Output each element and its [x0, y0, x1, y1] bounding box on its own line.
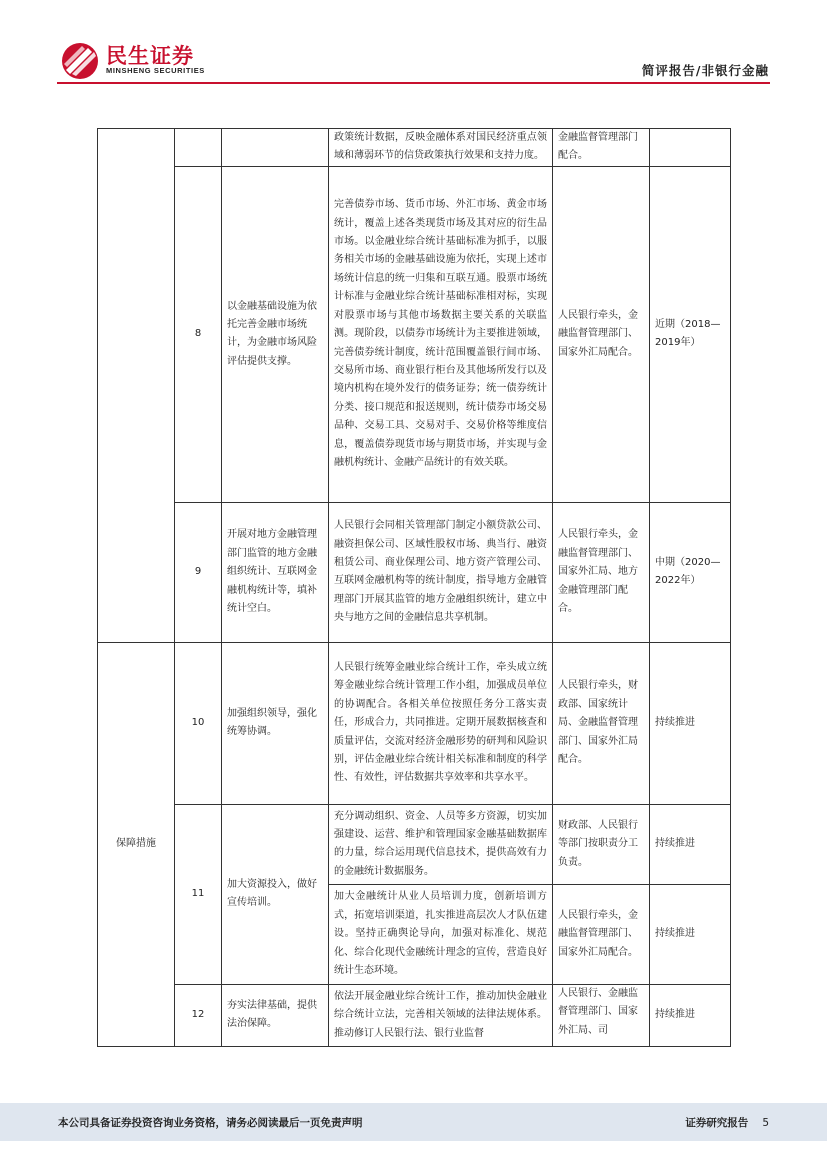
responsibility-cell: 金融监督管理部门配合。 — [553, 129, 650, 167]
table-row — [98, 166, 731, 502]
number-cell: 10 — [175, 642, 222, 804]
task-cell — [222, 129, 329, 167]
minsheng-logo-icon — [58, 40, 104, 80]
description-cell: 充分调动组织、资金、人员等多方资源，切实加强建设、运营、维护和管理国家金融基础数据库的力量，综合运用现代信息技术，提供高效有力的金融统计数据服务。 — [329, 804, 553, 884]
description-cell: 依法开展金融业综合统计工作，推动加快金融业综合统计立法，完善相关领域的法律法规体系。推动修订人民银行法、银行业监督 — [329, 984, 553, 1046]
task-cell: 加强组织领导，强化统筹协调。 — [222, 642, 329, 804]
description-cell: 人民银行会同相关管理部门制定小额贷款公司、融资担保公司、区域性股权市场、典当行、融资租赁公司、商业保理公司、地方资产管理公司、互联网金融机构等的统计制度，指导地方金融管理部门开展其监管的地方金融组织统计，建立中央与地方之间的金融信息共享机制。 — [329, 502, 553, 642]
page-header — [0, 0, 827, 85]
description-cell: 人民银行统筹金融业综合统计工作，牵头成立统筹金融业综合统计管理工作小组，加强成员单位的协调配合。各相关单位按照任务分工落实责任，形成合力，共同推进。定期开展数据核查和质量评估，交流对经济金融形势的研判和风险识别，评估金融业综合统计相关标准和制度的科学性、有效性，评估数据共享效率和共享水平。 — [329, 642, 553, 804]
category-cell — [98, 502, 175, 642]
table-row — [98, 502, 731, 642]
responsibility-cell: 人民银行牵头，金融监督管理部门、国家外汇局、地方金融管理部门配合。 — [553, 502, 650, 642]
responsibility-cell: 人民银行牵头，金融监督管理部门、国家外汇局配合。 — [553, 166, 650, 502]
table-row — [98, 804, 731, 884]
policy-table — [97, 128, 731, 1047]
number-cell: 8 — [175, 166, 222, 502]
responsibility-cell: 人民银行牵头，金融监督管理部门、国家外汇局配合。 — [553, 884, 650, 984]
timeline-cell: 持续推进 — [650, 804, 731, 884]
responsibility-cell: 人民银行、金融监督管理部门、国家外汇局、司 — [553, 984, 650, 1046]
timeline-cell: 中期（2020—2022年） — [650, 502, 731, 642]
header-divider — [57, 82, 770, 84]
timeline-cell: 近期（2018—2019年） — [650, 166, 731, 502]
timeline-cell: 持续推进 — [650, 642, 731, 804]
timeline-cell: 持续推进 — [650, 984, 731, 1046]
table-row — [98, 642, 731, 804]
footer-label: 证券研究报告 — [685, 1117, 749, 1129]
page-number: 5 — [762, 1117, 769, 1129]
description-cell: 政策统计数据，反映金融体系对国民经济重点领域和薄弱环节的信贷政策执行效果和支持力度。 — [329, 129, 553, 167]
category-cell-guarantee: 保障措施 — [98, 642, 175, 1046]
task-cell: 夯实法律基础，提供法治保障。 — [222, 984, 329, 1046]
category-cell — [98, 166, 175, 502]
task-cell: 以金融基础设施为依托完善金融市场统计，为金融市场风险评估提供支撑。 — [222, 166, 329, 502]
footer-label-group — [685, 1115, 769, 1130]
report-type: 简评报告/非银行金融 — [641, 63, 769, 78]
number-cell: 12 — [175, 984, 222, 1046]
category-cell — [98, 129, 175, 167]
page-footer — [0, 1103, 827, 1141]
timeline-cell: 持续推进 — [650, 884, 731, 984]
responsibility-cell: 财政部、人民银行等部门按职责分工负责。 — [553, 804, 650, 884]
task-cell: 加大资源投入，做好宣传培训。 — [222, 804, 329, 984]
logo-english-name: MINSHENG SECURITIES — [106, 66, 205, 75]
table-row — [98, 129, 731, 167]
number-cell: 11 — [175, 804, 222, 984]
footer-disclaimer: 本公司具备证券投资咨询业务资格，请务必阅读最后一页免责声明 — [58, 1117, 363, 1129]
description-cell: 完善债券市场、货币市场、外汇市场、黄金市场统计，覆盖上述各类现货市场及其对应的衍生品市场。以金融业综合统计基础标准为抓手，以服务相关市场的金融基础设施为依托，实现上述市场统计信息的统一归集和互联互通。股票市场统计标准与金融业综合统计基础标准相对标，实现对股票市场与其他市场数据主要关系的关联监测。现阶段，以债券市场统计为主要推进领域，完善债券统计制度，统计范围覆盖银行间市场、交易所市场、商业银行柜台及其他场所发行以及境内机构在境外发行的债务证券；统一债券统计分类、接口规范和报送规则，统计债券市场交易品种、交易工具、交易对手、交易价格等维度信息，覆盖债券现货市场与期货市场，并实现与金融机构统计、金融产品统计的有效关联。 — [329, 166, 553, 502]
number-cell — [175, 129, 222, 167]
description-cell: 加大金融统计从业人员培训力度，创新培训方式，拓宽培训渠道，扎实推进高层次人才队伍建设。坚持正确舆论导向，加强对标准化、规范化、综合化现代金融统计理念的宣传，营造良好统计生态环境。 — [329, 884, 553, 984]
number-cell: 9 — [175, 502, 222, 642]
logo-chinese-name: 民生证券 — [106, 44, 194, 68]
timeline-cell — [650, 129, 731, 167]
table-row — [98, 984, 731, 1046]
responsibility-cell: 人民银行牵头，财政部、国家统计局、金融监督管理部门、国家外汇局配合。 — [553, 642, 650, 804]
task-cell: 开展对地方金融管理部门监管的地方金融组织统计、互联网金融机构统计等，填补统计空白。 — [222, 502, 329, 642]
